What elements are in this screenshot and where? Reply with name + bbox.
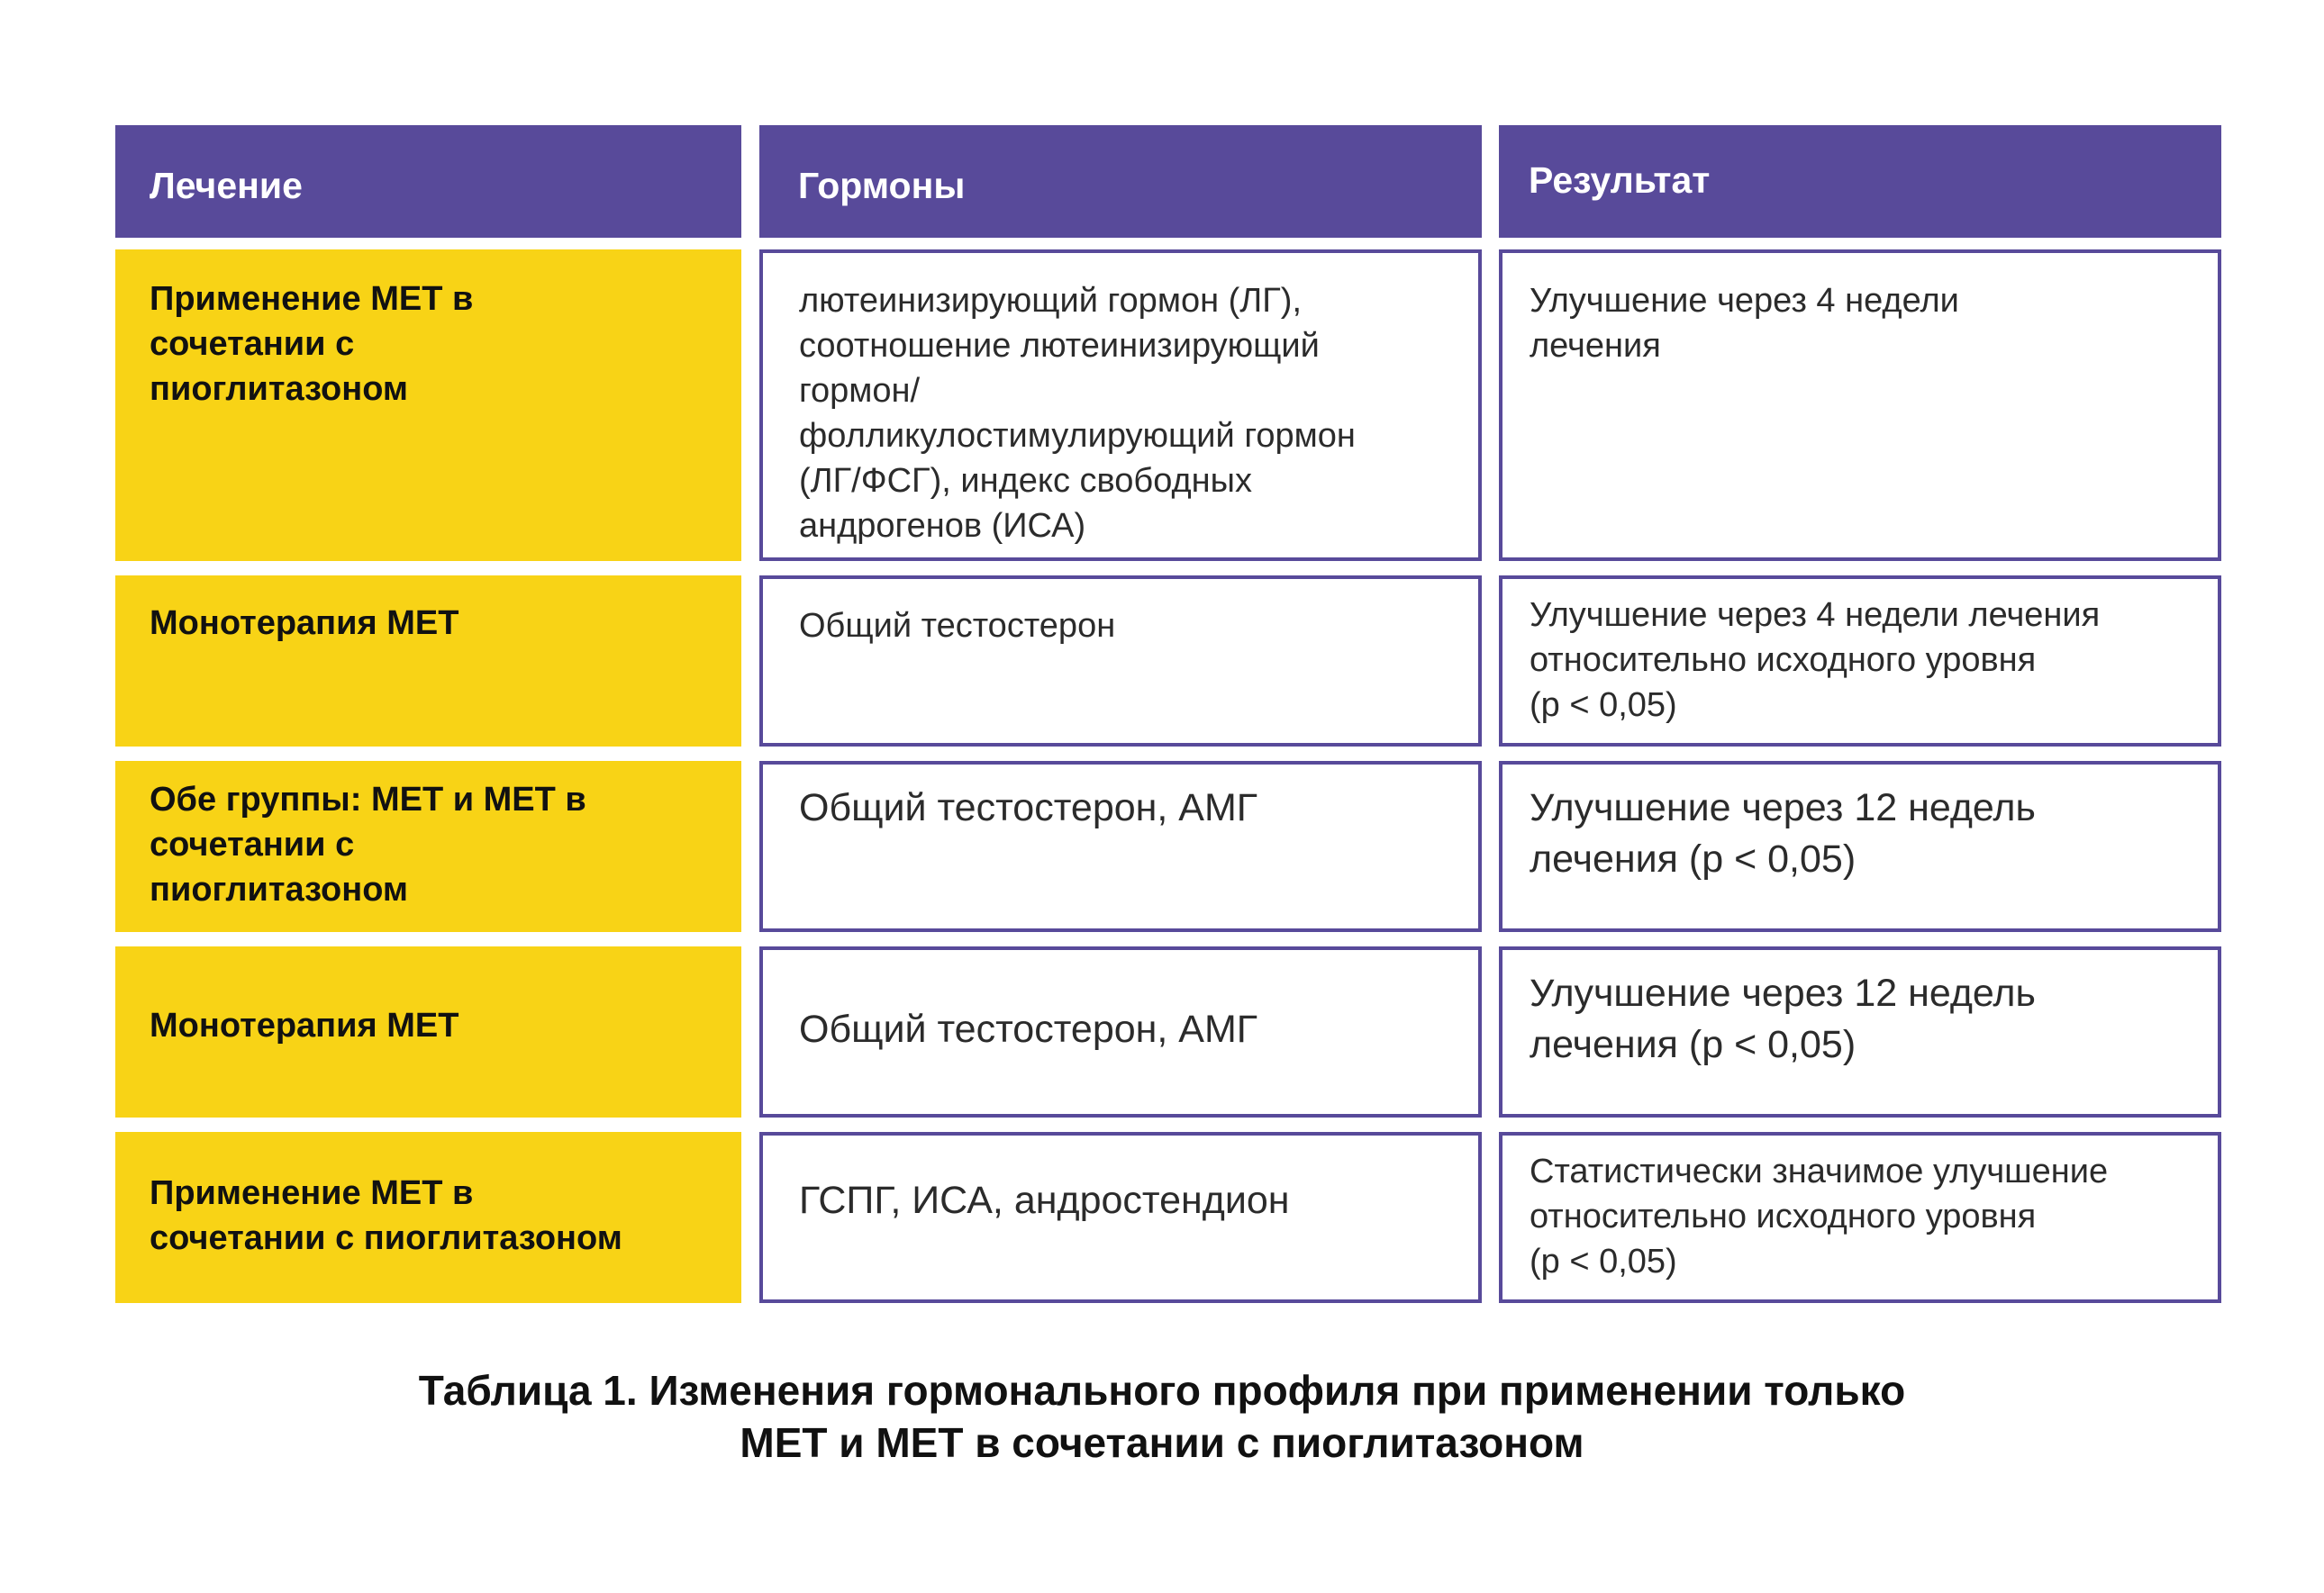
- header-hormones: Гормоны: [759, 125, 1482, 238]
- header-treatment: Лечение: [115, 125, 741, 238]
- row-3-result: Улучшение через 12 недель лечения (р < 0,05): [1499, 761, 2221, 932]
- row-3-treatment: Обе группы: МЕТ и МЕТ в сочетании с пиоглитазоном: [115, 761, 741, 932]
- row-4-result: Улучшение через 12 недель лечения (р < 0,05): [1499, 946, 2221, 1118]
- row-1-hormones: лютеинизирующий гормон (ЛГ), соотношение лютеинизирующий гормон/ фолликулостимулирующий гормон (ЛГ/ФСГ), индекс свободных андрогенов (ИСА): [759, 249, 1482, 561]
- row-1-treatment: Применение МЕТ в сочетании с пиоглитазоном: [115, 249, 741, 561]
- row-5-result: Статистически значимое улучшение относительно исходного уровня (р < 0,05): [1499, 1132, 2221, 1303]
- row-5-hormones: ГСПГ, ИСА, андростендион: [759, 1132, 1482, 1303]
- row-1-result: Улучшение через 4 недели лечения: [1499, 249, 2221, 561]
- row-4-hormones: Общий тестостерон, АМГ: [759, 946, 1482, 1118]
- row-3-hormones: Общий тестостерон, АМГ: [759, 761, 1482, 932]
- row-2-hormones: Общий тестостерон: [759, 575, 1482, 747]
- row-4-treatment: Монотерапия МЕТ: [115, 946, 741, 1118]
- row-2-result: Улучшение через 4 недели лечения относительно исходного уровня (р < 0,05): [1499, 575, 2221, 747]
- row-5-treatment: Применение МЕТ в сочетании с пиоглитазоном: [115, 1132, 741, 1303]
- header-result: Результат: [1499, 125, 2221, 238]
- row-2-treatment: Монотерапия МЕТ: [115, 575, 741, 747]
- table-caption: Таблица 1. Изменения гормонального профиля при применении только МЕТ и МЕТ в сочетании с пиоглитазоном: [418, 1367, 1906, 1466]
